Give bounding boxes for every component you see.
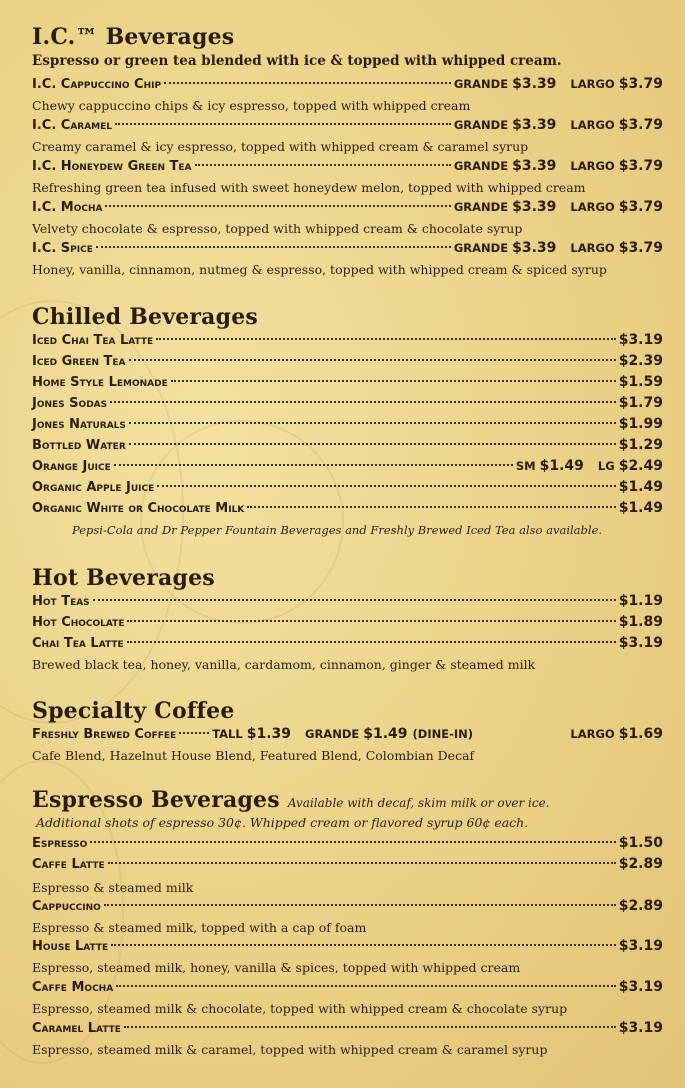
menu-item: [32, 199, 663, 219]
section-title-note: Available with decaf, skim milk or over ice.: [287, 796, 550, 810]
item-price: $3.19: [618, 1020, 663, 1036]
size-label: GRANDE: [453, 77, 509, 91]
item-price: $1.89: [618, 614, 663, 630]
menu-item: [32, 635, 663, 655]
item-name: I.C. Caramel: [32, 118, 113, 133]
item-name: I.C. Honeydew Green Tea: [32, 159, 192, 174]
dot-leader: [195, 164, 451, 166]
menu-item: [32, 437, 663, 457]
size-label: LARGO: [570, 200, 615, 214]
menu-item: [32, 158, 663, 178]
item-name: Caffe Mocha: [32, 980, 114, 995]
item-price: $3.39: [512, 240, 557, 256]
item-name: Jones Sodas: [32, 396, 108, 411]
menu-item: [32, 332, 663, 352]
size-label: LARGO: [570, 118, 615, 132]
item-price: $1.49: [618, 479, 663, 495]
item-price: $3.79: [618, 76, 663, 92]
menu-item: [32, 856, 663, 876]
section-note: Pepsi-Cola and Dr Pepper Fountain Beverages and Freshly Brewed Iced Tea also available.: [72, 523, 603, 537]
menu-item: [32, 374, 663, 394]
item-description: Espresso, steamed milk, honey, vanilla & spices, topped with whipped cream: [32, 960, 521, 975]
menu-item: [32, 76, 663, 96]
section-subtitle: Additional shots of espresso 30¢. Whipped cream or flavored syrup 60¢ each.: [36, 815, 529, 830]
dot-leader: [111, 944, 616, 946]
dot-leader: [129, 422, 616, 424]
item-price: $2.89: [618, 898, 663, 914]
item-price: $1.69: [618, 726, 663, 742]
item-price: $3.19: [618, 635, 663, 651]
item-price: $3.79: [618, 240, 663, 256]
dot-leader: [93, 599, 616, 601]
item-name: Bottled Water: [32, 438, 126, 453]
menu-item: [32, 500, 663, 520]
menu-item: [32, 979, 663, 999]
item-description: Honey, vanilla, cinnamon, nutmeg & espresso, topped with whipped cream & spiced syrup: [32, 262, 607, 277]
item-name: Jones Naturals: [32, 417, 126, 432]
menu-item: [32, 353, 663, 373]
item-description: Espresso & steamed milk, topped with a cap of foam: [32, 920, 367, 935]
item-price: $1.49: [363, 726, 408, 742]
item-price: $3.39: [512, 199, 557, 215]
dot-leader: [127, 620, 615, 622]
item-description: Brewed black tea, honey, vanilla, cardamom, cinnamon, ginger & steamed milk: [32, 657, 536, 672]
dot-leader: [124, 1026, 616, 1028]
size-label: LARGO: [570, 727, 615, 741]
item-price: $3.19: [618, 979, 663, 995]
size-label: LG: [597, 459, 615, 473]
dot-leader: [110, 401, 616, 403]
size-label: LARGO: [570, 77, 615, 91]
dot-leader: [247, 506, 615, 508]
size-label: LARGO: [570, 159, 615, 173]
item-price: $3.19: [618, 938, 663, 954]
item-name: Caramel Latte: [32, 1021, 121, 1036]
menu-item: [32, 1020, 663, 1040]
item-price: $3.79: [618, 117, 663, 133]
size-label: GRANDE: [453, 200, 509, 214]
item-description: Espresso & steamed milk: [32, 880, 194, 895]
item-price: $3.79: [618, 199, 663, 215]
item-price: $1.59: [618, 374, 663, 390]
item-name: I.C. Cappuccino Chip: [32, 77, 162, 92]
item-description: Refreshing green tea infused with sweet honeydew melon, topped with whipped cream: [32, 180, 586, 195]
item-name: Home Style Lemonade: [32, 375, 168, 390]
size-label: GRANDE: [305, 727, 360, 741]
item-price: $1.49: [618, 500, 663, 516]
menu-item: [32, 614, 663, 634]
item-name: I.C. Spice: [32, 241, 93, 256]
item-name: Freshly Brewed Coffee: [32, 727, 177, 742]
menu-item: [32, 117, 663, 137]
item-name: Organic Apple Juice: [32, 480, 155, 495]
menu-item: [32, 726, 663, 746]
item-price: $3.39: [512, 158, 557, 174]
item-name: Orange Juice: [32, 459, 111, 474]
menu-item: [32, 898, 663, 918]
dot-leader: [116, 985, 616, 987]
item-description: Espresso, steamed milk & caramel, topped with whipped cream & caramel syrup: [32, 1042, 548, 1057]
item-name: Hot Chocolate: [32, 615, 125, 630]
item-name: House Latte: [32, 939, 109, 954]
section-title: [32, 787, 550, 813]
section-title-text: Espresso Beverages: [32, 787, 280, 813]
size-label: GRANDE: [453, 159, 509, 173]
item-name: Iced Chai Tea Latte: [32, 333, 154, 348]
menu-item: [32, 479, 663, 499]
dot-leader: [114, 464, 513, 466]
item-name: Hot Teas: [32, 594, 90, 609]
menu-item: [32, 938, 663, 958]
item-price: $2.39: [618, 353, 663, 369]
menu-item: [32, 835, 663, 855]
size-label: SM: [515, 459, 536, 473]
item-price: $1.29: [618, 437, 663, 453]
size-label: TALL: [212, 727, 243, 741]
dot-leader: [164, 82, 451, 84]
item-name: Espresso: [32, 836, 88, 851]
dot-leader: [129, 359, 616, 361]
size-label: GRANDE: [453, 241, 509, 255]
section-title: I.C.™ Beverages: [32, 24, 235, 50]
item-name: I.C. Mocha: [32, 200, 103, 215]
dot-leader: [179, 732, 209, 734]
item-price: $1.79: [618, 395, 663, 411]
dot-leader: [156, 338, 616, 340]
section-title: Specialty Coffee: [32, 698, 235, 724]
size-label-note: (DINE-IN): [412, 727, 474, 741]
item-name: Organic White or Chocolate Milk: [32, 501, 245, 516]
item-price: $1.39: [246, 726, 292, 742]
dot-leader: [108, 862, 616, 864]
section-subtitle: Espresso or green tea blended with ice & topped with whipped cream.: [32, 53, 562, 69]
dot-leader: [104, 904, 616, 906]
menu-item: [32, 458, 663, 478]
item-price: $1.99: [618, 416, 663, 432]
item-price: $3.39: [512, 76, 557, 92]
item-description: Espresso, steamed milk & chocolate, topped with whipped cream & chocolate syrup: [32, 1001, 568, 1016]
item-name: Caffe Latte: [32, 857, 105, 872]
item-description: Chewy cappuccino chips & icy espresso, topped with whipped cream: [32, 98, 471, 113]
dot-leader: [115, 123, 451, 125]
item-price: $3.19: [618, 332, 663, 348]
item-price: $1.50: [618, 835, 663, 851]
item-price: $1.49: [539, 458, 584, 474]
item-name: Iced Green Tea: [32, 354, 126, 369]
dot-leader: [127, 641, 616, 643]
menu-item: [32, 240, 663, 260]
item-name: Chai Tea Latte: [32, 636, 124, 651]
dot-leader: [90, 841, 615, 843]
section-title: Chilled Beverages: [32, 304, 258, 330]
item-price: $1.19: [618, 593, 663, 609]
dot-leader: [105, 205, 450, 207]
item-price: $2.89: [618, 856, 663, 872]
item-name: Cappuccino: [32, 899, 101, 914]
item-price: $3.39: [512, 117, 557, 133]
section-title: Hot Beverages: [32, 565, 215, 591]
item-price: $2.49: [618, 458, 663, 474]
item-price: $3.79: [618, 158, 663, 174]
size-label: GRANDE: [453, 118, 509, 132]
dot-leader: [96, 246, 451, 248]
item-description: Cafe Blend, Hazelnut House Blend, Featured Blend, Colombian Decaf: [32, 748, 475, 763]
dot-leader: [171, 380, 616, 382]
dot-leader: [157, 485, 615, 487]
dot-leader: [129, 443, 616, 445]
menu-item: [32, 395, 663, 415]
size-label: LARGO: [570, 241, 615, 255]
item-description: Creamy caramel & icy espresso, topped with whipped cream & caramel syrup: [32, 139, 529, 154]
menu-item: [32, 416, 663, 436]
menu-item: [32, 593, 663, 613]
item-description: Velvety chocolate & espresso, topped with whipped cream & chocolate syrup: [32, 221, 523, 236]
